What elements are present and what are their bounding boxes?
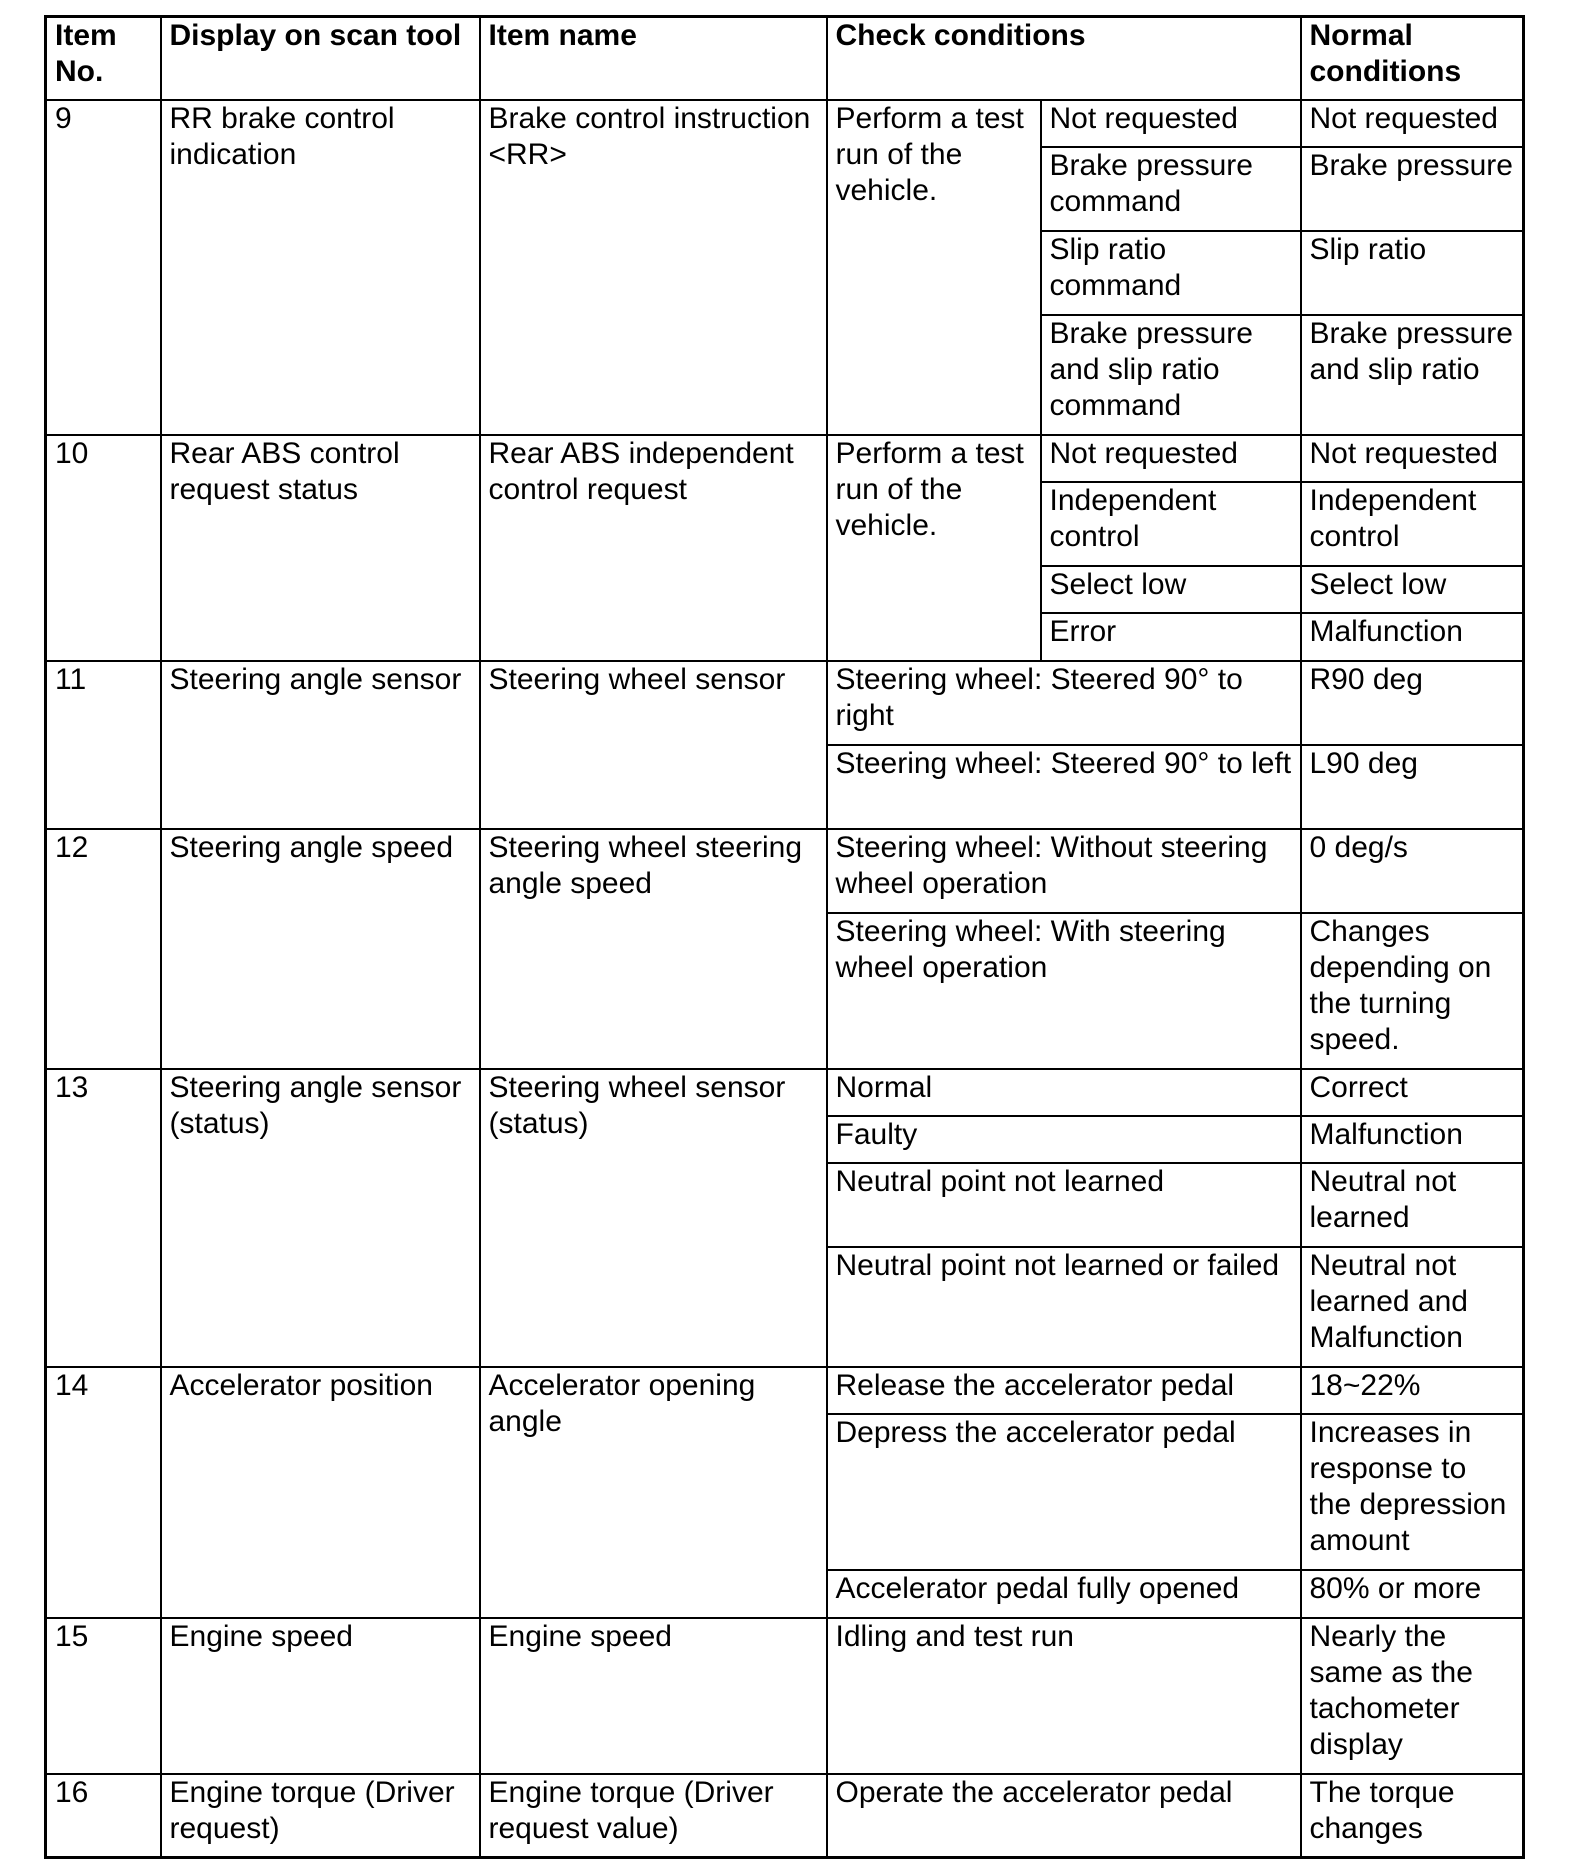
normal-cell: Nearly the same as the tachometer display	[1301, 1618, 1524, 1774]
table-row	[46, 1618, 1524, 1774]
item-name-cell: Steering wheel sensor	[480, 661, 827, 829]
display-cell: Steering angle speed	[161, 829, 480, 1069]
normal-cell: 0 deg/s	[1301, 829, 1524, 913]
item-no-cell: 14	[46, 1367, 161, 1618]
table-row	[46, 661, 1524, 745]
normal-cell: 80% or more	[1301, 1570, 1524, 1618]
display-cell: Steering angle sensor	[161, 661, 480, 829]
header-row	[46, 17, 1524, 100]
header-normal-conditions: Normal conditions	[1301, 17, 1524, 100]
check-main-cell: Perform a test run of the vehicle.	[827, 100, 1041, 435]
check-sub-cell: Not requested	[1041, 100, 1301, 147]
normal-cell: Changes depending on the turning speed.	[1301, 913, 1524, 1069]
display-cell: Engine speed	[161, 1618, 480, 1774]
normal-cell: R90 deg	[1301, 661, 1524, 745]
item-name-cell: Accelerator opening angle	[480, 1367, 827, 1618]
header-check-conditions: Check conditions	[827, 17, 1301, 100]
display-cell: Rear ABS control request status	[161, 435, 480, 661]
check-cell: Release the accelerator pedal	[827, 1367, 1301, 1414]
check-cell: Depress the accelerator pedal	[827, 1414, 1301, 1570]
normal-cell: Not requested	[1301, 100, 1524, 147]
check-cell: Steering wheel: Without steering wheel operation	[827, 829, 1301, 913]
item-no-cell: 16	[46, 1774, 161, 1858]
normal-cell: Neutral not learned and Malfunction	[1301, 1247, 1524, 1367]
normal-cell: Malfunction	[1301, 1116, 1524, 1163]
diagnostic-data-table	[44, 15, 1525, 1859]
normal-cell: Independent control	[1301, 482, 1524, 566]
item-name-cell: Brake control instruction <RR>	[480, 100, 827, 435]
check-cell: Idling and test run	[827, 1618, 1301, 1774]
check-cell: Operate the accelerator pedal	[827, 1774, 1301, 1858]
check-cell: Neutral point not learned or failed	[827, 1247, 1301, 1367]
item-no-cell: 10	[46, 435, 161, 661]
item-name-cell: Rear ABS independent control request	[480, 435, 827, 661]
check-sub-cell: Independent control	[1041, 482, 1301, 566]
check-cell: Neutral point not learned	[827, 1163, 1301, 1247]
display-cell: RR brake control indication	[161, 100, 480, 435]
check-main-cell: Perform a test run of the vehicle.	[827, 435, 1041, 661]
check-sub-cell: Not requested	[1041, 435, 1301, 482]
table-row	[46, 1069, 1524, 1116]
item-name-cell: Steering wheel sensor (status)	[480, 1069, 827, 1367]
item-name-cell: Engine torque (Driver request value)	[480, 1774, 827, 1858]
item-name-cell: Steering wheel steering angle speed	[480, 829, 827, 1069]
check-cell: Normal	[827, 1069, 1301, 1116]
normal-cell: Correct	[1301, 1069, 1524, 1116]
normal-cell: Brake pressure and slip ratio	[1301, 315, 1524, 435]
check-cell: Faulty	[827, 1116, 1301, 1163]
check-cell: Steering wheel: Steered 90° to left	[827, 745, 1301, 829]
table-row	[46, 100, 1524, 147]
table-row	[46, 829, 1524, 913]
normal-cell: The torque changes	[1301, 1774, 1524, 1858]
normal-cell: Increases in response to the depression amount	[1301, 1414, 1524, 1570]
item-no-cell: 15	[46, 1618, 161, 1774]
check-sub-cell: Brake pressure and slip ratio command	[1041, 315, 1301, 435]
header-display: Display on scan tool	[161, 17, 480, 100]
normal-cell: Neutral not learned	[1301, 1163, 1524, 1247]
table-row	[46, 1774, 1524, 1858]
normal-cell: Select low	[1301, 566, 1524, 613]
check-cell: Steering wheel: Steered 90° to right	[827, 661, 1301, 745]
display-cell: Engine torque (Driver request)	[161, 1774, 480, 1858]
check-cell: Steering wheel: With steering wheel operation	[827, 913, 1301, 1069]
normal-cell: Brake pressure	[1301, 147, 1524, 231]
normal-cell: Malfunction	[1301, 613, 1524, 661]
check-sub-cell: Brake pressure command	[1041, 147, 1301, 231]
check-sub-cell: Error	[1041, 613, 1301, 661]
normal-cell: Not requested	[1301, 435, 1524, 482]
item-no-cell: 12	[46, 829, 161, 1069]
check-cell: Accelerator pedal fully opened	[827, 1570, 1301, 1618]
check-sub-cell: Slip ratio command	[1041, 231, 1301, 315]
header-item-name: Item name	[480, 17, 827, 100]
display-cell: Steering angle sensor (status)	[161, 1069, 480, 1367]
header-item-no: Item No.	[46, 17, 161, 100]
item-no-cell: 9	[46, 100, 161, 435]
display-cell: Accelerator position	[161, 1367, 480, 1618]
normal-cell: L90 deg	[1301, 745, 1524, 829]
normal-cell: 18~22%	[1301, 1367, 1524, 1414]
table-row	[46, 1367, 1524, 1414]
item-no-cell: 11	[46, 661, 161, 829]
check-sub-cell: Select low	[1041, 566, 1301, 613]
item-name-cell: Engine speed	[480, 1618, 827, 1774]
table-row	[46, 435, 1524, 482]
item-no-cell: 13	[46, 1069, 161, 1367]
normal-cell: Slip ratio	[1301, 231, 1524, 315]
